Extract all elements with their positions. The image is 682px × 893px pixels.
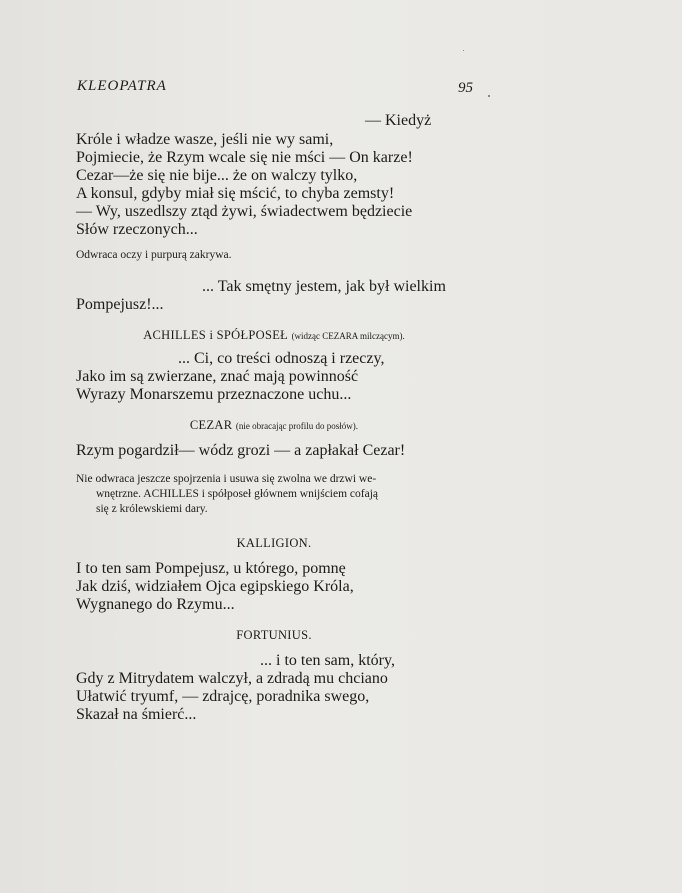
verse-line: Wyrazy Monarszemu przeznaczone uchu... (76, 386, 352, 403)
stage-direction: Odwraca oczy i purpurą zakrywa. (76, 249, 232, 261)
verse-line: — Wy, uszedlszy ztąd żywi, świadectwem będziecie (76, 203, 413, 220)
speaker-note: (widząc CEZARA milczącym). (291, 331, 405, 341)
speaker-name: CEZAR (189, 418, 233, 432)
stage-direction: wnętrzne. ACHILLES i spółposeł głównem wnijściem cofają (96, 488, 379, 500)
verse-line: Jak dziś, widziałem Ojca egipskiego Króla, (76, 578, 354, 595)
stage-direction: się z królewskiemi dary. (96, 503, 208, 515)
page-number: 95 (458, 80, 473, 96)
verse-line: Skazał na śmierć... (76, 706, 197, 723)
verse-line: ... i to ten sam, który, (260, 652, 395, 669)
verse-line: Wygnanego do Rzymu... (76, 596, 235, 613)
verse-line: Rzym pogardził— wódz grozi — a zapłakał Cezar! (76, 442, 406, 459)
paper-speck (488, 95, 490, 97)
verse-line: — Kiedyż (365, 112, 432, 129)
verse-line: ... Tak smętny jestem, jak był wielkim (202, 278, 446, 295)
verse-line: Jako im są zwierzane, znać mają powinność (76, 368, 359, 385)
verse-line: ... Ci, co treści odnoszą i rzeczy, (178, 350, 385, 367)
speaker-name: ACHILLES i SPÓŁPOSEŁ (143, 328, 289, 342)
speaker-note: (nie obracając profilu do posłów). (235, 421, 359, 431)
verse-line: Ułatwić tryumf, — zdrajcę, poradnika swego, (76, 688, 370, 705)
verse-line: Słów rzeczonych... (76, 221, 198, 238)
verse-line: Króle i władze wasze, jeśli nie wy sami, (76, 131, 334, 148)
verse-line: Pompejusz!... (76, 296, 164, 313)
paper-speck (463, 50, 464, 51)
running-title: KLEOPATRA (77, 78, 167, 94)
speaker-heading (76, 418, 472, 433)
stage-direction: Nie odwraca jeszcze spojrzenia i usuwa się zwolna we drzwi we- (76, 473, 377, 485)
verse-line: I to ten sam Pompejusz, u którego, pomnę (76, 560, 346, 577)
speaker-heading: KALLIGION. (236, 536, 312, 550)
verse-line: A konsul, gdyby miał się mścić, to chyba zemsty! (76, 185, 395, 202)
verse-line: Gdy z Mitrydatem walczył, a zdradą mu chciano (76, 670, 388, 687)
speaker-heading: FORTUNIUS. (236, 628, 312, 642)
verse-line: Cezar—że się nie bije... że on walczy tylko, (76, 167, 358, 184)
verse-line: Pojmiecie, że Rzym wcale się nie mści — On karze! (76, 149, 413, 166)
speaker-heading (76, 328, 472, 343)
